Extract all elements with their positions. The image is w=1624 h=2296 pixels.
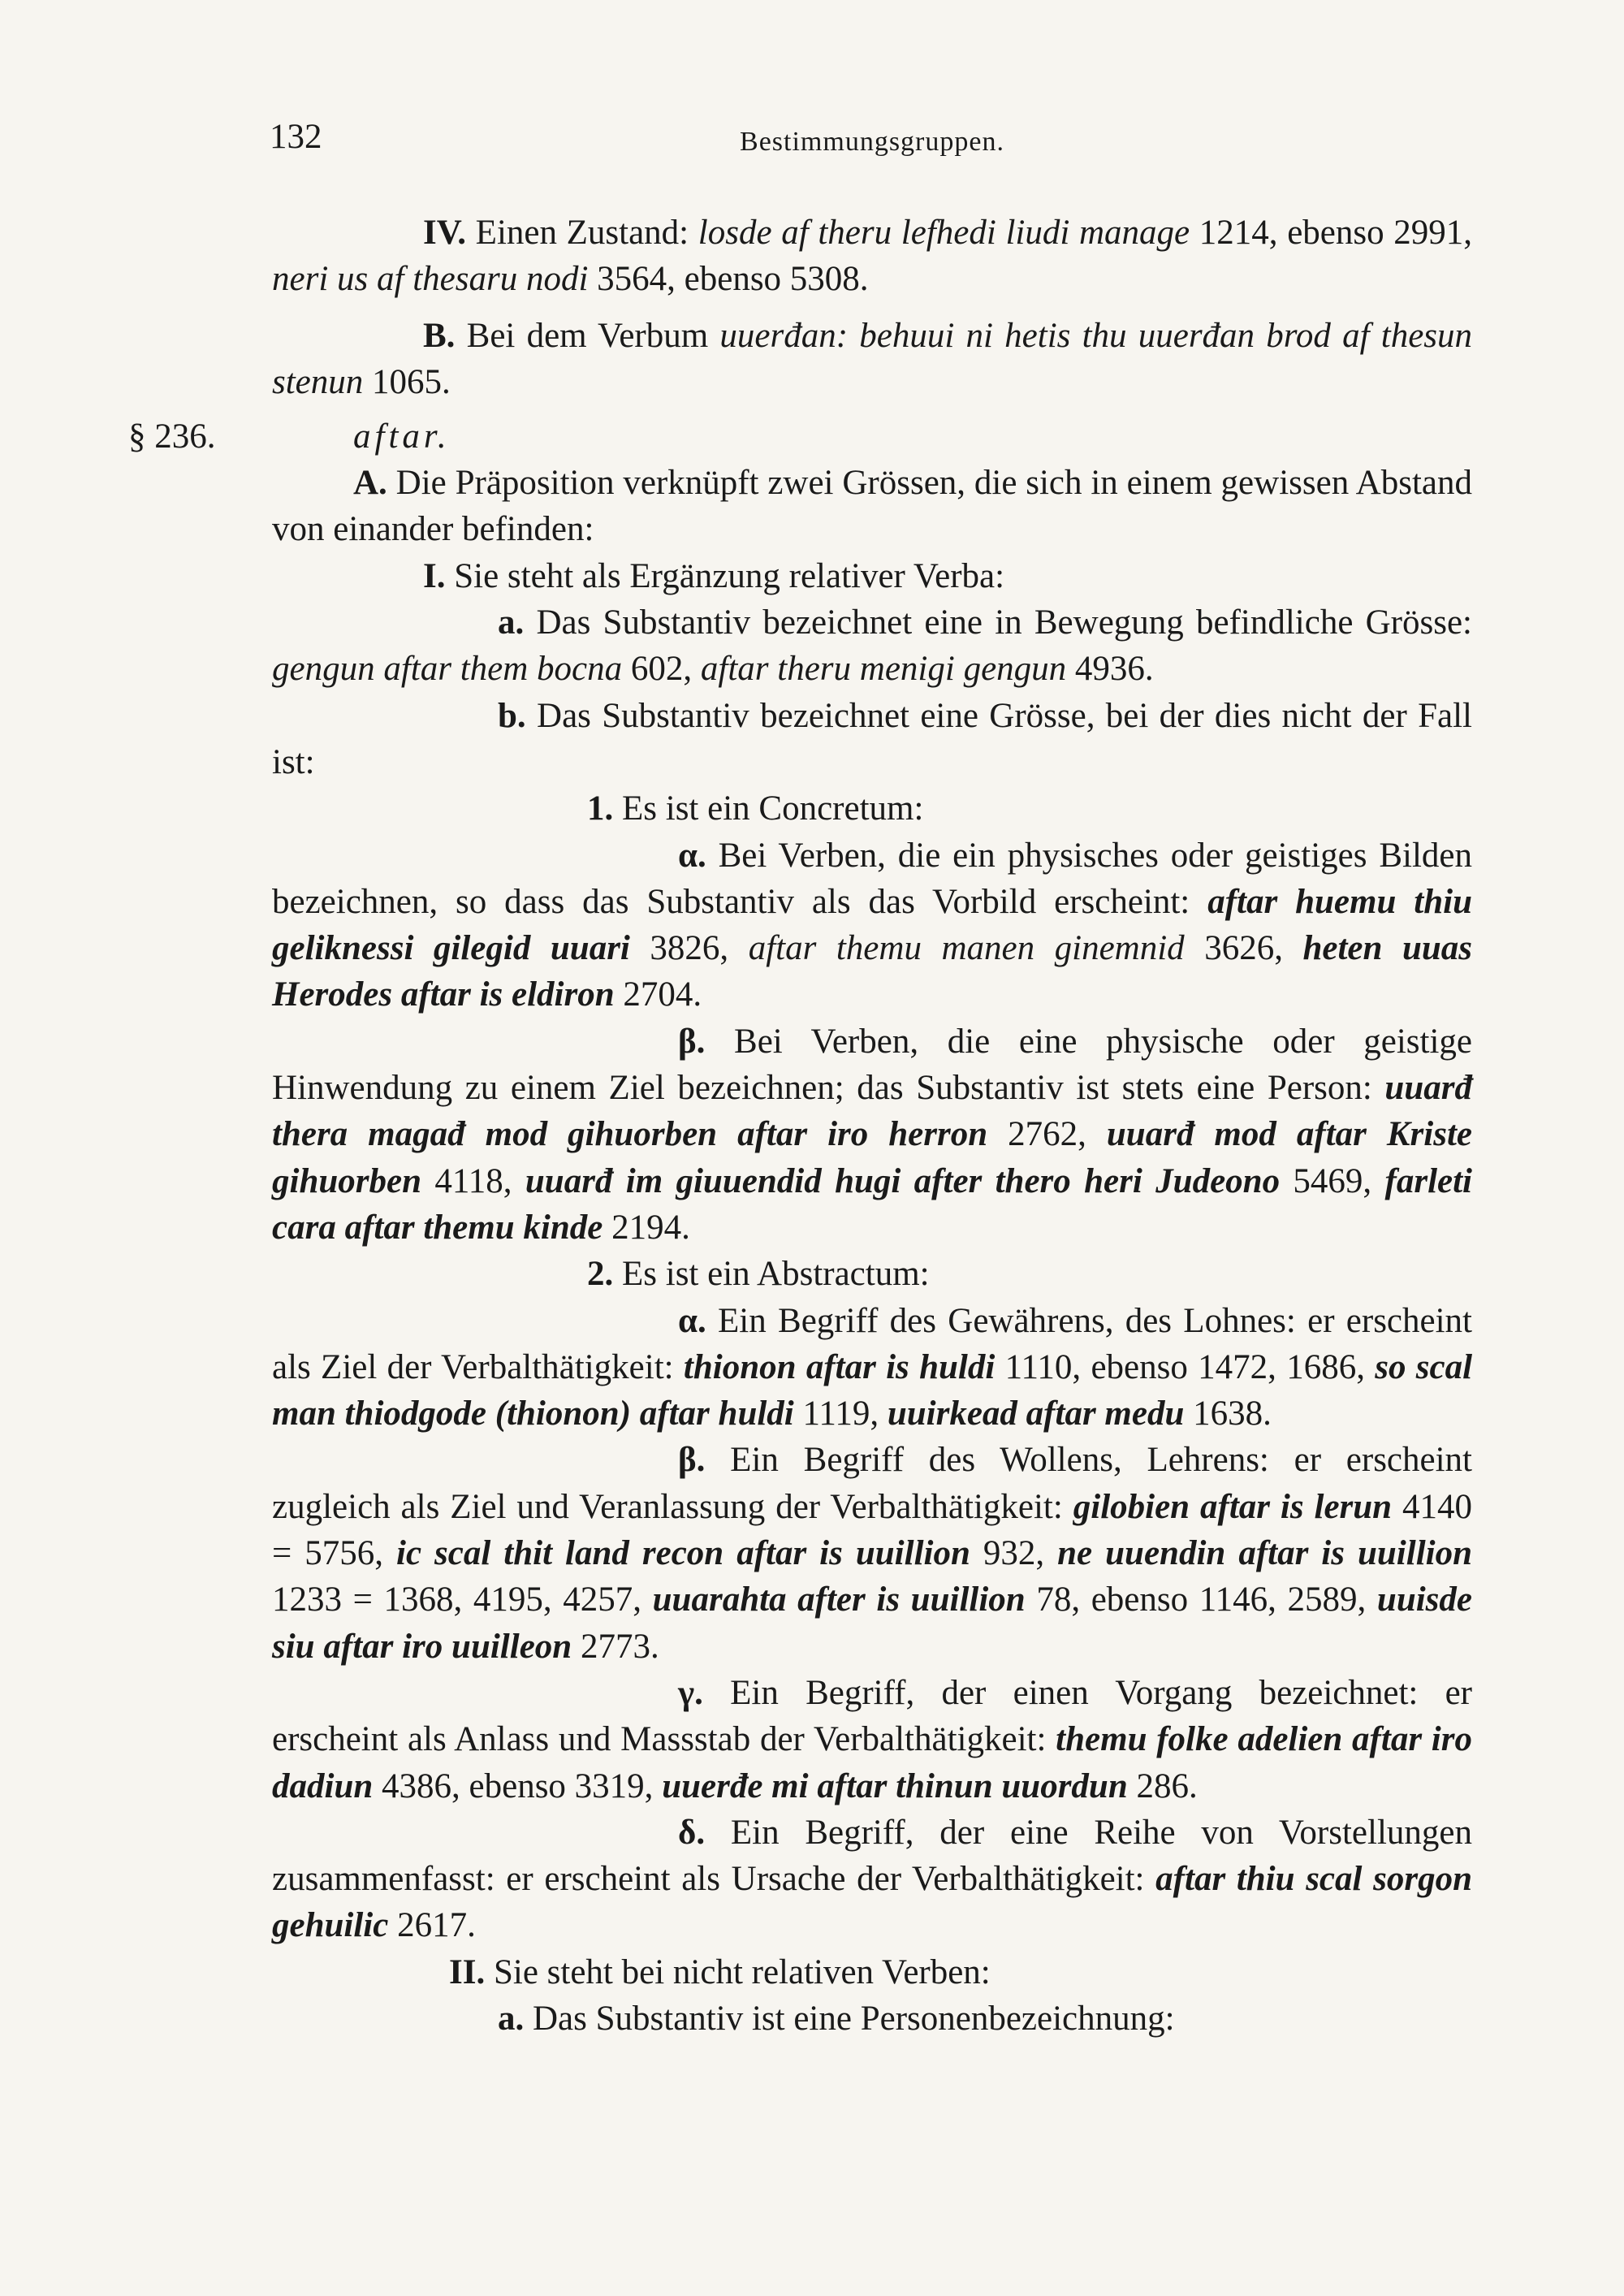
item-label: a.: [498, 1999, 525, 2038]
quote: uuarđ im giuuendid hugi after thero heri Judeono: [525, 1161, 1281, 1200]
quote: aftar huemu thiu geliknessi gilegid uuari: [272, 882, 1473, 968]
item-label: a.: [498, 603, 525, 642]
quote: gilobien aftar is lerun: [1073, 1487, 1393, 1526]
item-label: B.: [423, 316, 456, 355]
paragraph-alpha-bilden: [272, 832, 1472, 1018]
paragraph-a-personenbezeichnung: [272, 1995, 1472, 2042]
text: Einen Zustand:: [475, 214, 689, 252]
reference: 1214, ebenso 2991,: [1199, 214, 1473, 252]
reference: 3564, ebenso 5308.: [597, 260, 869, 299]
quote: neri us af thesaru nodi: [272, 260, 589, 299]
quote: uuarđ thera magađ mod gihuorben aftar iro herron: [272, 1069, 1472, 1154]
paragraph-ii-nicht-relativ: [272, 1949, 1472, 1995]
quote: themu folke adelien aftar iro dadiun: [272, 1720, 1472, 1805]
paragraph-beta-wollens: [272, 1437, 1472, 1669]
reference: 3826,: [650, 929, 729, 968]
reference: 1119,: [802, 1394, 879, 1433]
quote: farleti cara aftar themu kinde: [272, 1161, 1472, 1247]
quote: uuisde siu aftar iro uuilleon: [272, 1580, 1473, 1666]
item-label: 1.: [587, 789, 614, 828]
paragraph-a-bewegung: [272, 599, 1472, 693]
text: Bei dem Verbum: [466, 316, 709, 355]
text: Ein Begriff, der einen Vorgang bezeichnet: er erscheint als Anlass und Massstab der Verbalthätigkeit:: [272, 1673, 1472, 1759]
reference: 4118,: [434, 1161, 512, 1200]
item-label: II.: [449, 1952, 486, 1991]
reference: 602,: [630, 650, 693, 689]
item-label: δ.: [678, 1813, 706, 1852]
item-label: β.: [678, 1022, 706, 1061]
reference: 1110, ebenso 1472, 1686,: [1004, 1347, 1365, 1386]
paragraph-delta-reihe: [272, 1810, 1472, 1949]
quote: uuirkead aftar medu: [887, 1394, 1185, 1433]
quote: uuarahta after is uuillion: [652, 1580, 1026, 1619]
text: Das Substantiv bezeichnet eine in Bewegung befindliche Grösse:: [536, 603, 1472, 642]
text: Es ist ein Abstractum:: [622, 1255, 930, 1294]
paragraph-a-praeposition: [272, 460, 1472, 553]
text: Ein Begriff, der eine Reihe von Vorstellungen zusammenfasst: er erscheint als Ursache der Verbalthätigkeit:: [272, 1813, 1472, 1899]
reference: 286.: [1136, 1766, 1198, 1805]
quote: uuerđe mi aftar thinun uuordun: [662, 1766, 1128, 1805]
paragraph-1-concretum: [272, 785, 1472, 832]
item-label: α.: [678, 836, 706, 875]
item-label: I.: [423, 556, 446, 595]
item-label: β.: [678, 1441, 706, 1480]
reference: 5469,: [1293, 1161, 1372, 1200]
item-label: A.: [353, 464, 387, 503]
text: Die Präposition verknüpft zwei Grössen, die sich in einem gewissen Abstand von einander befinden:: [272, 464, 1472, 549]
quote: ic scal thit land recon aftar is uuillion: [396, 1534, 970, 1573]
quote: uuarđ mod aftar Kriste gihuorben: [272, 1115, 1472, 1200]
item-label: α.: [678, 1301, 706, 1340]
reference: 2704.: [623, 975, 702, 1014]
reference: 4936.: [1074, 650, 1154, 689]
quote: heten uuas Herodes aftar is eldiron: [272, 929, 1473, 1014]
reference: 2194.: [611, 1208, 690, 1247]
paragraph-gamma-vorgang: [272, 1670, 1472, 1810]
text: Das Substantiv ist eine Personenbezeichnung:: [533, 1999, 1175, 2038]
reference: 932,: [983, 1534, 1045, 1573]
item-label: b.: [498, 696, 526, 735]
page-number: 132: [270, 118, 322, 156]
reference: 2617.: [397, 1906, 476, 1945]
reference: 3626,: [1204, 929, 1283, 968]
quote: ne uuendin aftar is uuillion: [1057, 1534, 1473, 1573]
reference: 1065.: [372, 362, 451, 401]
text: Ein Begriff des Wollens, Lehrens: er erscheint zugleich als Ziel und Veranlassung der Verbalthätigkeit:: [272, 1441, 1472, 1526]
reference: 78, ebenso 1146, 2589,: [1036, 1580, 1367, 1619]
paragraph-alpha-gewaehrens: [272, 1298, 1472, 1438]
quote: so scal man thiodgode (thionon) aftar huldi: [272, 1347, 1473, 1433]
reference: 2762,: [1008, 1115, 1086, 1154]
quote: aftar thiu scal sorgon gehuilic: [272, 1860, 1473, 1945]
section-heading: [128, 413, 1472, 460]
quote: thionon aftar is huldi: [683, 1347, 996, 1386]
text: Bei Verben, die eine physische oder geistige Hinwendung zu einem Ziel bezeichnen; das Substantiv ist stets eine Person:: [272, 1022, 1472, 1108]
quote: behuui ni hetis thu uuerđan brod af thesun stenun: [272, 316, 1473, 401]
quote: aftar theru menigi gengun: [700, 650, 1067, 689]
running-title: Bestimmungsgruppen.: [740, 127, 1004, 157]
reference: 1638.: [1193, 1394, 1272, 1433]
quote: aftar themu manen ginemnid: [748, 929, 1185, 968]
item-label: γ.: [678, 1673, 703, 1712]
text: Ein Begriff des Gewährens, des Lohnes: er erscheint als Ziel der Verbalthätigkeit:: [272, 1301, 1472, 1386]
section-title: aftar.: [353, 417, 451, 456]
paragraph-iv-zustand: [272, 210, 1472, 303]
section-number: § 236.: [128, 417, 216, 456]
page: [128, 114, 1473, 2042]
text: Sie steht als Ergänzung relativer Verba:: [454, 556, 1005, 595]
text: Das Substantiv bezeichnet eine Grösse, bei der dies nicht der Fall ist:: [272, 696, 1472, 781]
reference: 4386, ebenso 3319,: [382, 1766, 654, 1805]
paragraph-b-uuerdan: [272, 313, 1472, 406]
paragraph-beta-hinwendung: [272, 1018, 1472, 1251]
paragraph-i-relative-verba: [272, 553, 1472, 599]
quote: losde af theru lefhedi liudi manage: [698, 214, 1190, 252]
reference: 1233 = 1368, 4195, 4257,: [272, 1580, 641, 1619]
quote: gengun aftar them bocna: [272, 650, 623, 689]
page-header: [272, 114, 1472, 171]
paragraph-b-nicht-der-fall: [272, 693, 1472, 786]
text: Sie steht bei nicht relativen Verben:: [493, 1952, 991, 1991]
text: Bei Verben, die ein physisches oder geistiges Bilden bezeichnen, so dass das Substantiv als das Vorbild erscheint:: [272, 836, 1473, 921]
reference: 2773.: [580, 1627, 659, 1666]
item-label: 2.: [587, 1255, 614, 1294]
item-label: IV.: [423, 214, 466, 252]
paragraph-2-abstractum: [272, 1251, 1472, 1297]
quote: uuerđan:: [719, 316, 849, 355]
reference: 4140 = 5756,: [272, 1487, 1473, 1573]
text: Es ist ein Concretum:: [622, 789, 924, 828]
